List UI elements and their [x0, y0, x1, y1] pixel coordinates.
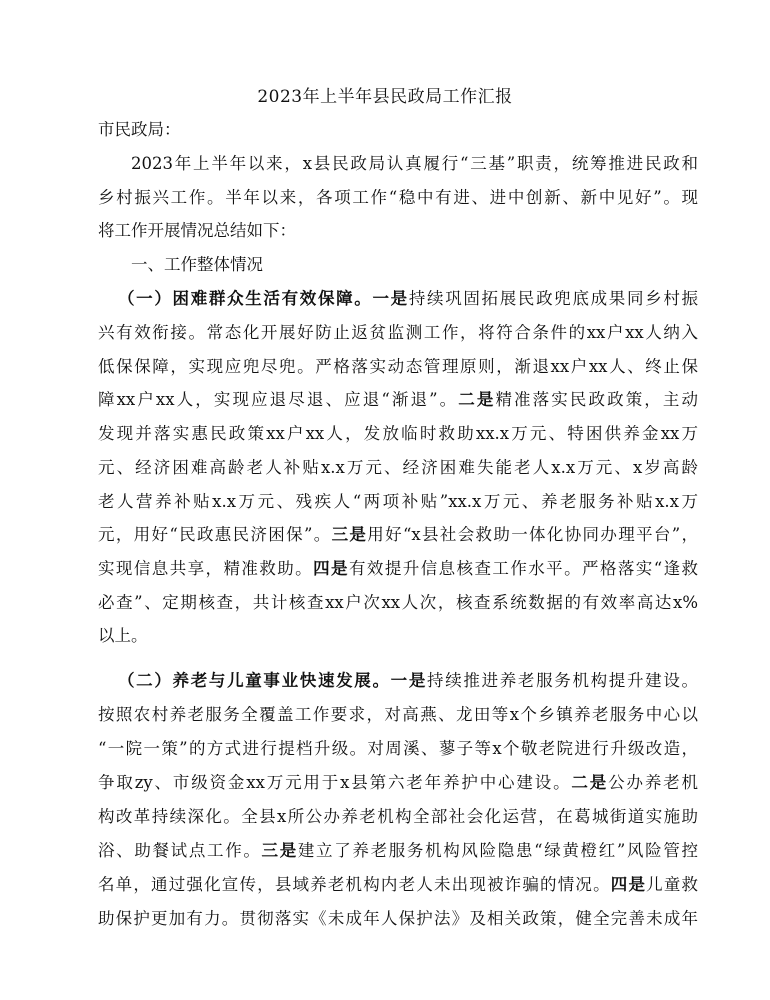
text-run: 用好“x县社会救助一体化协同办理平台”，: [367, 525, 699, 544]
text-run: 持续推进养老服务机构提升建设。: [427, 671, 699, 690]
paragraph-1-line-8: [98, 524, 698, 546]
text-run: 元，用好“民政惠民济困保”。: [98, 525, 332, 544]
ordinal-3: 三是: [331, 525, 368, 544]
paragraph-2-line-5: 构改革持续深化。全县x所公办养老机构全部社会化运营，在葛城街道实施助: [98, 807, 698, 826]
paragraph-1-line-5: 发现并落实惠民政策xx户xx人，发放临时救助xx.x万元、特困供养金xx万: [98, 424, 698, 443]
salutation: 市民政局：: [98, 120, 181, 139]
paragraph-1-line-3: 低保保障，实现应兜尽兜。严格落实动态管理原则，渐退xx户xx人、终止保: [98, 357, 698, 376]
text-run: 精准落实民政政策，主动: [495, 390, 699, 409]
subheading-1: （一）困难群众生活有效保障。: [118, 289, 373, 308]
paragraph-2-line-1: [118, 670, 698, 692]
paragraph-2-line-2: 按照农村养老服务全覆盖工作要求，对高燕、龙田等x个乡镇养老服务中心以: [98, 705, 698, 724]
paragraph-2-line-3: “一院一策”的方式进行提档升级。对周溪、蓼子等x个敬老院进行升级改造，: [98, 739, 698, 758]
ordinal-1: 一是: [372, 289, 409, 308]
text-run: 儿童救: [646, 875, 699, 894]
paragraph-1-line-1: [118, 288, 698, 310]
paragraph-2-line-8: 助保护更加有力。贯彻落实《未成年人保护法》及相关政策，健全完善未成年: [98, 909, 698, 928]
paragraph-1-line-11: 以上。: [98, 626, 148, 645]
ordinal-4: 四是: [610, 875, 647, 894]
text-run: 障xx户xx人，实现应退尽退、应退“渐退”。: [98, 390, 459, 409]
text-run: 持续巩固拓展民政兜底成果同乡村振: [408, 289, 699, 308]
paragraph-2-line-7: [98, 874, 698, 896]
text-run: 名单，通过强化宣传，县域养老机构内老人未出现被诈骗的情况。: [98, 875, 611, 894]
paragraph-1-line-2: 兴有效衔接。常态化开展好防止返贫监测工作，将符合条件的xx户xx人纳入: [98, 323, 698, 342]
paragraph-2-line-4: [98, 772, 698, 794]
paragraph-1-line-7: 老人营养补贴x.x万元、残疾人“两项补贴”xx.x万元、养老服务补贴x.x万: [98, 492, 698, 511]
paragraph-1-line-9: [98, 558, 698, 580]
subheading-2: （二）养老与儿童事业快速发展。: [118, 671, 391, 690]
ordinal-2: 二是: [458, 390, 496, 409]
ordinal-1: 一是: [390, 671, 428, 690]
text-run: 争取zy、市级资金xx万元用于x县第六老年养护中心建设。: [98, 773, 572, 792]
paragraph-1-line-10: 必查”、定期核查，共计核查xx户次xx人次，核查系统数据的有效率高达x%: [98, 593, 698, 612]
paragraph-1-line-6: 元、经济困难高龄老人补贴x.x万元、经济困难失能老人x.x万元、x岁高龄: [98, 458, 698, 477]
section-heading-1: 一、工作整体情况: [131, 255, 263, 274]
text-run: 实现信息共享，精准救助。: [98, 559, 314, 578]
ordinal-3: 三是: [261, 841, 298, 860]
ordinal-4: 四是: [313, 559, 349, 578]
document-title: 2023年上半年县民政局工作汇报: [257, 87, 513, 107]
paragraph-1-line-4: [98, 389, 698, 411]
intro-line-1: 2023年上半年以来，x县民政局认真履行“三基”职责，统筹推进民政和: [131, 154, 698, 173]
intro-line-3: 将工作开展情况总结如下：: [98, 221, 296, 240]
paragraph-2-line-6: [98, 840, 698, 862]
intro-line-2: 乡村振兴工作。半年以来，各项工作“稳中有进、进中创新、新中见好”。现: [98, 188, 698, 207]
text-run: 建立了养老服务机构风险隐患“绿黄橙红”风险管控: [297, 841, 699, 860]
ordinal-2: 二是: [571, 773, 609, 792]
text-run: 浴、助餐试点工作。: [98, 841, 262, 860]
text-run: 公办养老机: [608, 773, 699, 792]
text-run: 有效提升信息核查工作水平。严格落实“逢救: [348, 559, 699, 578]
